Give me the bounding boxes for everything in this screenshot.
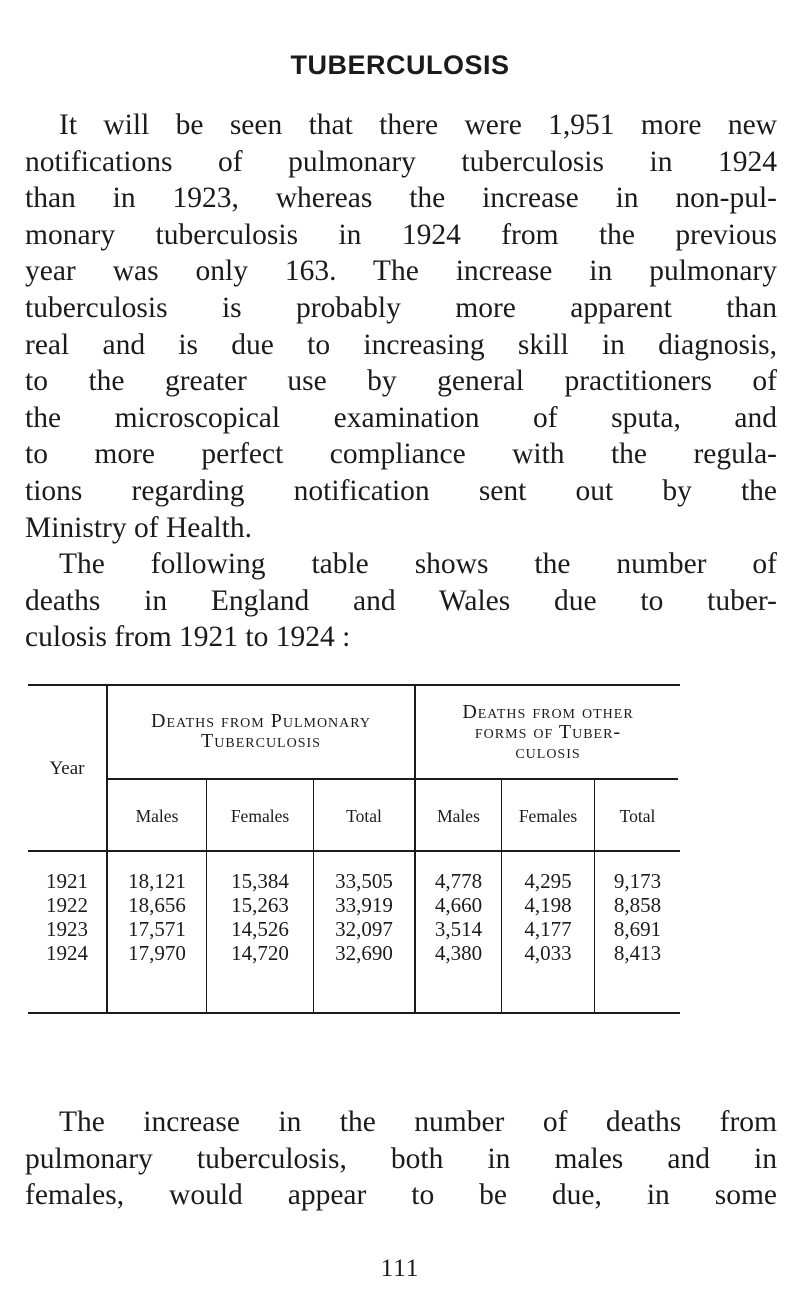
value-cell: 33,505 (335, 869, 393, 893)
year-cell: 1923 (46, 917, 88, 941)
column-header-males: Males (437, 806, 480, 826)
value-cell: 32,097 (335, 917, 393, 941)
text-line: females, would appear to be due, in some (25, 1179, 777, 1212)
text-line: culosis from 1921 to 1924 : (25, 621, 351, 654)
group-header-pulmonary (108, 711, 414, 751)
value-cell: 8,413 (613, 941, 662, 965)
year-cell: 1921 (46, 869, 88, 893)
text-line: year was only 163. The increase in pulmonary (25, 255, 777, 288)
paragraph-increase (25, 1104, 777, 1214)
table-top-rule (28, 684, 680, 686)
group-header-other (416, 702, 680, 762)
page-number: 111 (380, 1255, 420, 1282)
value-cell: 14,720 (231, 941, 289, 965)
paragraph-table-intro (25, 546, 777, 656)
year-header: Year (49, 758, 85, 779)
value-cell: 4,778 (434, 869, 483, 893)
table-header-rule (28, 850, 680, 852)
value-cell: 17,571 (128, 917, 186, 941)
value-cell: 4,380 (434, 941, 483, 965)
paragraph-notifications (25, 107, 777, 546)
text-line: The increase in the number of deaths from (59, 1106, 777, 1138)
text-line: to more perfect compliance with the regula- (25, 438, 777, 471)
group-header-line: culosis (515, 741, 581, 763)
text-line: tions regarding notification sent out by the (25, 474, 777, 507)
value-cell: 4,660 (434, 893, 483, 917)
value-cell: 15,263 (231, 893, 289, 917)
value-cell: 4,177 (524, 917, 572, 941)
column-header-females: Females (230, 806, 290, 826)
value-cell: 4,198 (524, 893, 572, 917)
group-header-line: Tuberculosis (201, 730, 321, 752)
text-line: Ministry of Health. (25, 511, 252, 544)
year-cell: 1924 (46, 941, 88, 965)
value-cell: 17,970 (128, 941, 186, 965)
value-cell: 32,690 (335, 941, 393, 965)
column-header-females: Females (518, 806, 578, 826)
table-bottom-rule (28, 1012, 680, 1014)
year-cell: 1922 (46, 893, 88, 917)
value-cell: 8,691 (613, 917, 662, 941)
value-cell: 4,295 (524, 869, 572, 893)
text-line: It will be seen that there were 1,951 more new (59, 109, 777, 141)
value-cell: 15,384 (231, 869, 289, 893)
text-line: The following table shows the number of (59, 548, 777, 580)
text-line: to the greater use by general practitioners of (25, 365, 777, 398)
group-header-line: forms of Tuber- (474, 721, 622, 743)
value-cell: 33,919 (335, 893, 393, 917)
text-line: deaths in England and Wales due to tuber- (25, 584, 777, 617)
group-header-line: Deaths from other (462, 701, 634, 723)
value-cell: 8,858 (613, 893, 662, 917)
column-header-total: Total (346, 806, 382, 826)
column-header-males: Males (135, 806, 179, 826)
table-group-rule (108, 778, 678, 780)
value-cell: 9,173 (613, 869, 662, 893)
group-header-line: Deaths from Pulmonary (151, 710, 371, 732)
text-line: pulmonary tuberculosis, both in males and in (25, 1142, 777, 1175)
running-head: TUBERCULOSIS (290, 50, 510, 80)
text-line: notifications of pulmonary tuberculosis in 1924 (25, 145, 777, 178)
text-line: real and is due to increasing skill in diagnosis, (25, 328, 777, 361)
column-header-total: Total (619, 806, 656, 826)
value-cell: 18,121 (128, 869, 186, 893)
text-line: monary tuberculosis in 1924 from the previous (25, 218, 777, 251)
text-line: the microscopical examination of sputa, and (25, 401, 777, 434)
value-cell: 4,033 (524, 941, 572, 965)
value-cell: 3,514 (434, 917, 483, 941)
value-cell: 14,526 (231, 917, 289, 941)
text-line: than in 1923, whereas the increase in non-pul- (25, 182, 777, 215)
value-cell: 18,656 (128, 893, 186, 917)
text-line: tuberculosis is probably more apparent than (25, 291, 777, 324)
